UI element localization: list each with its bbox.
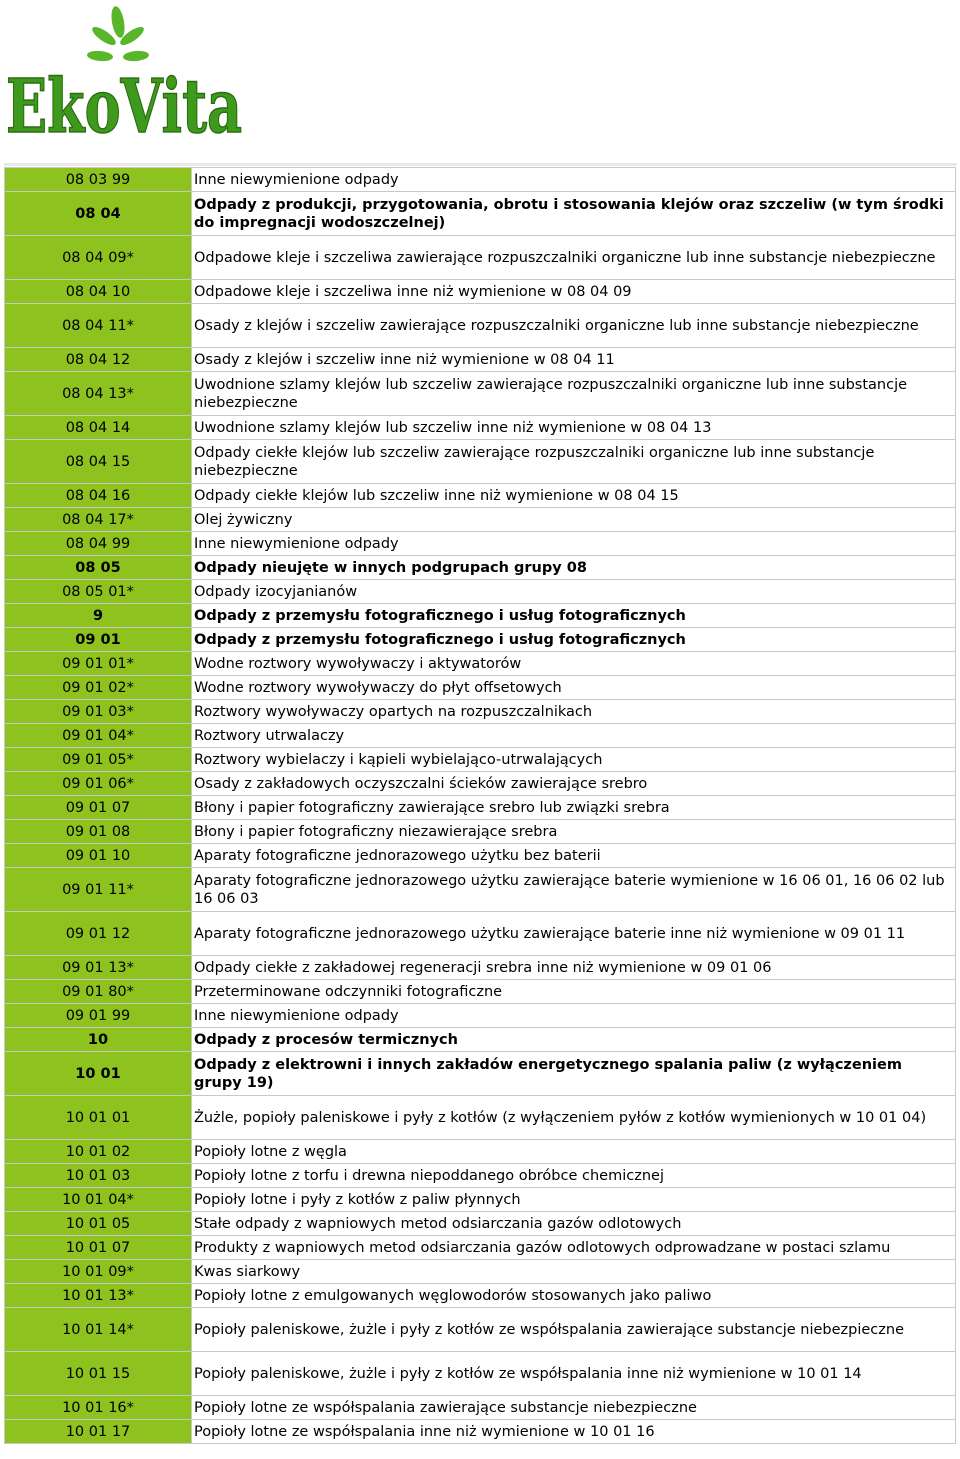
waste-description-cell: Uwodnione szlamy klejów lub szczeliw zawierające rozpuszczalniki organiczne lub inne substancje niebezpieczne — [192, 372, 956, 416]
waste-description-cell: Odpadowe kleje i szczeliwa inne niż wymienione w 08 04 09 — [192, 280, 956, 304]
table-row — [5, 416, 956, 440]
waste-description-cell: Uwodnione szlamy klejów lub szczeliw inne niż wymienione w 08 04 13 — [192, 416, 956, 440]
waste-code-cell: 10 01 07 — [5, 1236, 192, 1260]
waste-code-cell: 10 01 17 — [5, 1420, 192, 1444]
table-row — [5, 676, 956, 700]
waste-code-cell: 10 01 14* — [5, 1308, 192, 1352]
waste-code-cell: 10 01 04* — [5, 1188, 192, 1212]
table-row — [5, 868, 956, 912]
waste-code-cell: 08 04 14 — [5, 416, 192, 440]
table-row — [5, 192, 956, 236]
waste-code-cell: 09 01 99 — [5, 1004, 192, 1028]
waste-description-cell: Produkty z wapniowych metod odsiarczania gazów odlotowych odprowadzane w postaci szlamu — [192, 1236, 956, 1260]
waste-description-cell: Żużle, popioły paleniskowe i pyły z kotłów (z wyłączeniem pyłów z kotłów wymienionych w 10 01 04) — [192, 1096, 956, 1140]
table-row — [5, 1164, 956, 1188]
table-row — [5, 980, 956, 1004]
waste-description-cell: Aparaty fotograficzne jednorazowego użytku bez baterii — [192, 844, 956, 868]
waste-description-cell: Odpady ciekłe z zakładowej regeneracji srebra inne niż wymienione w 09 01 06 — [192, 956, 956, 980]
table-row — [5, 1188, 956, 1212]
leaf-icon — [87, 5, 150, 62]
waste-description-cell: Odpady z przemysłu fotograficznego i usług fotograficznych — [192, 628, 956, 652]
waste-code-cell: 09 01 03* — [5, 700, 192, 724]
waste-description-cell: Odpadowe kleje i szczeliwa zawierające rozpuszczalniki organiczne lub inne substancje niebezpieczne — [192, 236, 956, 280]
table-row — [5, 484, 956, 508]
waste-description-cell: Odpady izocyjanianów — [192, 580, 956, 604]
waste-description-cell: Popioły lotne i pyły z kotłów z paliw płynnych — [192, 1188, 956, 1212]
table-row — [5, 652, 956, 676]
waste-description-cell: Popioły lotne z węgla — [192, 1140, 956, 1164]
waste-code-cell: 09 01 04* — [5, 724, 192, 748]
waste-code-cell: 09 01 05* — [5, 748, 192, 772]
table-row — [5, 1052, 956, 1096]
table-row — [5, 628, 956, 652]
table-row — [5, 820, 956, 844]
waste-description-cell: Popioły lotne ze współspalania zawierające substancje niebezpieczne — [192, 1396, 956, 1420]
table-row — [5, 1212, 956, 1236]
waste-description-cell: Odpady z przemysłu fotograficznego i usług fotograficznych — [192, 604, 956, 628]
table-row — [5, 1284, 956, 1308]
waste-code-cell: 09 01 01* — [5, 652, 192, 676]
table-row — [5, 724, 956, 748]
table-row — [5, 772, 956, 796]
waste-code-cell: 10 01 09* — [5, 1260, 192, 1284]
table-row — [5, 580, 956, 604]
table-row — [5, 796, 956, 820]
waste-description-cell: Roztwory wybielaczy i kąpieli wybielająco-utrwalających — [192, 748, 956, 772]
waste-code-cell: 08 04 12 — [5, 348, 192, 372]
table-row — [5, 1308, 956, 1352]
waste-code-cell: 08 04 16 — [5, 484, 192, 508]
table-row — [5, 1260, 956, 1284]
waste-description-cell: Aparaty fotograficzne jednorazowego użytku zawierające baterie wymienione w 16 06 01, 16 06 02 lub 16 06 03 — [192, 868, 956, 912]
waste-code-cell: 09 01 02* — [5, 676, 192, 700]
waste-code-cell: 10 — [5, 1028, 192, 1052]
waste-description-cell: Odpady z produkcji, przygotowania, obrotu i stosowania klejów oraz szczeliw (w tym środki do impregnacji wodoszczelnej) — [192, 192, 956, 236]
waste-code-cell: 09 01 07 — [5, 796, 192, 820]
waste-code-cell: 10 01 02 — [5, 1140, 192, 1164]
waste-code-cell: 09 01 10 — [5, 844, 192, 868]
waste-code-cell: 08 04 15 — [5, 440, 192, 484]
waste-code-cell: 08 03 99 — [5, 168, 192, 192]
waste-description-cell: Przeterminowane odczynniki fotograficzne — [192, 980, 956, 1004]
waste-description-cell: Osady z zakładowych oczyszczalni ścieków zawierające srebro — [192, 772, 956, 796]
waste-code-cell: 10 01 16* — [5, 1396, 192, 1420]
table-row — [5, 348, 956, 372]
waste-code-cell: 08 04 13* — [5, 372, 192, 416]
table-row — [5, 912, 956, 956]
table-row — [5, 1096, 956, 1140]
waste-description-cell: Odpady z elektrowni i innych zakładów energetycznego spalania paliw (z wyłączeniem grupy 19) — [192, 1052, 956, 1096]
waste-code-cell: 10 01 01 — [5, 1096, 192, 1140]
waste-code-cell: 08 04 10 — [5, 280, 192, 304]
waste-code-cell: 08 05 01* — [5, 580, 192, 604]
waste-code-cell: 09 01 — [5, 628, 192, 652]
waste-code-cell: 9 — [5, 604, 192, 628]
waste-code-cell: 08 04 17* — [5, 508, 192, 532]
table-row — [5, 280, 956, 304]
waste-code-table-body — [5, 168, 956, 1444]
waste-code-cell: 09 01 11* — [5, 868, 192, 912]
table-top-edge — [4, 163, 957, 166]
waste-description-cell: Roztwory utrwalaczy — [192, 724, 956, 748]
table-row — [5, 372, 956, 416]
waste-code-cell: 09 01 08 — [5, 820, 192, 844]
waste-description-cell: Popioły lotne z emulgowanych węglowodorów stosowanych jako paliwo — [192, 1284, 956, 1308]
table-row — [5, 1004, 956, 1028]
ekovita-logo — [0, 0, 250, 150]
waste-description-cell: Popioły paleniskowe, żużle i pyły z kotłów ze współspalania inne niż wymienione w 10 01 14 — [192, 1352, 956, 1396]
waste-code-cell: 08 04 09* — [5, 236, 192, 280]
table-row — [5, 700, 956, 724]
waste-description-cell: Odpady z procesów termicznych — [192, 1028, 956, 1052]
waste-description-cell: Inne niewymienione odpady — [192, 168, 956, 192]
waste-description-cell: Wodne roztwory wywoływaczy i aktywatorów — [192, 652, 956, 676]
table-row — [5, 844, 956, 868]
waste-description-cell: Odpady nieujęte w innych podgrupach grupy 08 — [192, 556, 956, 580]
table-row — [5, 508, 956, 532]
table-row — [5, 1028, 956, 1052]
waste-code-cell: 10 01 — [5, 1052, 192, 1096]
waste-code-table — [4, 167, 956, 1444]
waste-description-cell: Odpady ciekłe klejów lub szczeliw zawierające rozpuszczalniki organiczne lub inne substancje niebezpieczne — [192, 440, 956, 484]
table-row — [5, 556, 956, 580]
waste-description-cell: Stałe odpady z wapniowych metod odsiarczania gazów odlotowych — [192, 1212, 956, 1236]
waste-code-cell: 10 01 15 — [5, 1352, 192, 1396]
waste-code-cell: 10 01 03 — [5, 1164, 192, 1188]
table-row — [5, 1236, 956, 1260]
waste-description-cell: Osady z klejów i szczeliw inne niż wymienione w 08 04 11 — [192, 348, 956, 372]
waste-description-cell: Aparaty fotograficzne jednorazowego użytku zawierające baterie inne niż wymienione w 09 01 11 — [192, 912, 956, 956]
table-row — [5, 604, 956, 628]
waste-description-cell: Popioły lotne ze współspalania inne niż wymienione w 10 01 16 — [192, 1420, 956, 1444]
waste-code-cell: 09 01 13* — [5, 956, 192, 980]
waste-description-cell: Kwas siarkowy — [192, 1260, 956, 1284]
waste-description-cell: Olej żywiczny — [192, 508, 956, 532]
waste-description-cell: Inne niewymienione odpady — [192, 1004, 956, 1028]
waste-description-cell: Osady z klejów i szczeliw zawierające rozpuszczalniki organiczne lub inne substancje niebezpieczne — [192, 304, 956, 348]
waste-description-cell: Błony i papier fotograficzny zawierające srebro lub związki srebra — [192, 796, 956, 820]
waste-description-cell: Roztwory wywoływaczy opartych na rozpuszczalnikach — [192, 700, 956, 724]
table-row — [5, 1140, 956, 1164]
waste-code-cell: 08 05 — [5, 556, 192, 580]
table-row — [5, 1420, 956, 1444]
table-row — [5, 168, 956, 192]
waste-code-cell: 10 01 05 — [5, 1212, 192, 1236]
waste-description-cell: Wodne roztwory wywoływaczy do płyt offsetowych — [192, 676, 956, 700]
waste-code-cell: 09 01 06* — [5, 772, 192, 796]
waste-code-cell: 09 01 12 — [5, 912, 192, 956]
table-row — [5, 956, 956, 980]
table-row — [5, 1396, 956, 1420]
table-row — [5, 304, 956, 348]
waste-code-cell: 08 04 — [5, 192, 192, 236]
waste-description-cell: Błony i papier fotograficzny niezawierające srebra — [192, 820, 956, 844]
table-row — [5, 532, 956, 556]
waste-code-cell: 08 04 11* — [5, 304, 192, 348]
waste-description-cell: Popioły paleniskowe, żużle i pyły z kotłów ze współspalania zawierające substancje niebezpieczne — [192, 1308, 956, 1352]
table-row — [5, 748, 956, 772]
table-row — [5, 1352, 956, 1396]
waste-code-cell: 09 01 80* — [5, 980, 192, 1004]
table-row — [5, 440, 956, 484]
waste-description-cell: Popioły lotne z torfu i drewna niepoddanego obróbce chemicznej — [192, 1164, 956, 1188]
logo-wordmark: EkoVita — [6, 64, 242, 150]
waste-description-cell: Odpady ciekłe klejów lub szczeliw inne niż wymienione w 08 04 15 — [192, 484, 956, 508]
table-row — [5, 236, 956, 280]
waste-code-cell: 08 04 99 — [5, 532, 192, 556]
waste-code-cell: 10 01 13* — [5, 1284, 192, 1308]
waste-description-cell: Inne niewymienione odpady — [192, 532, 956, 556]
